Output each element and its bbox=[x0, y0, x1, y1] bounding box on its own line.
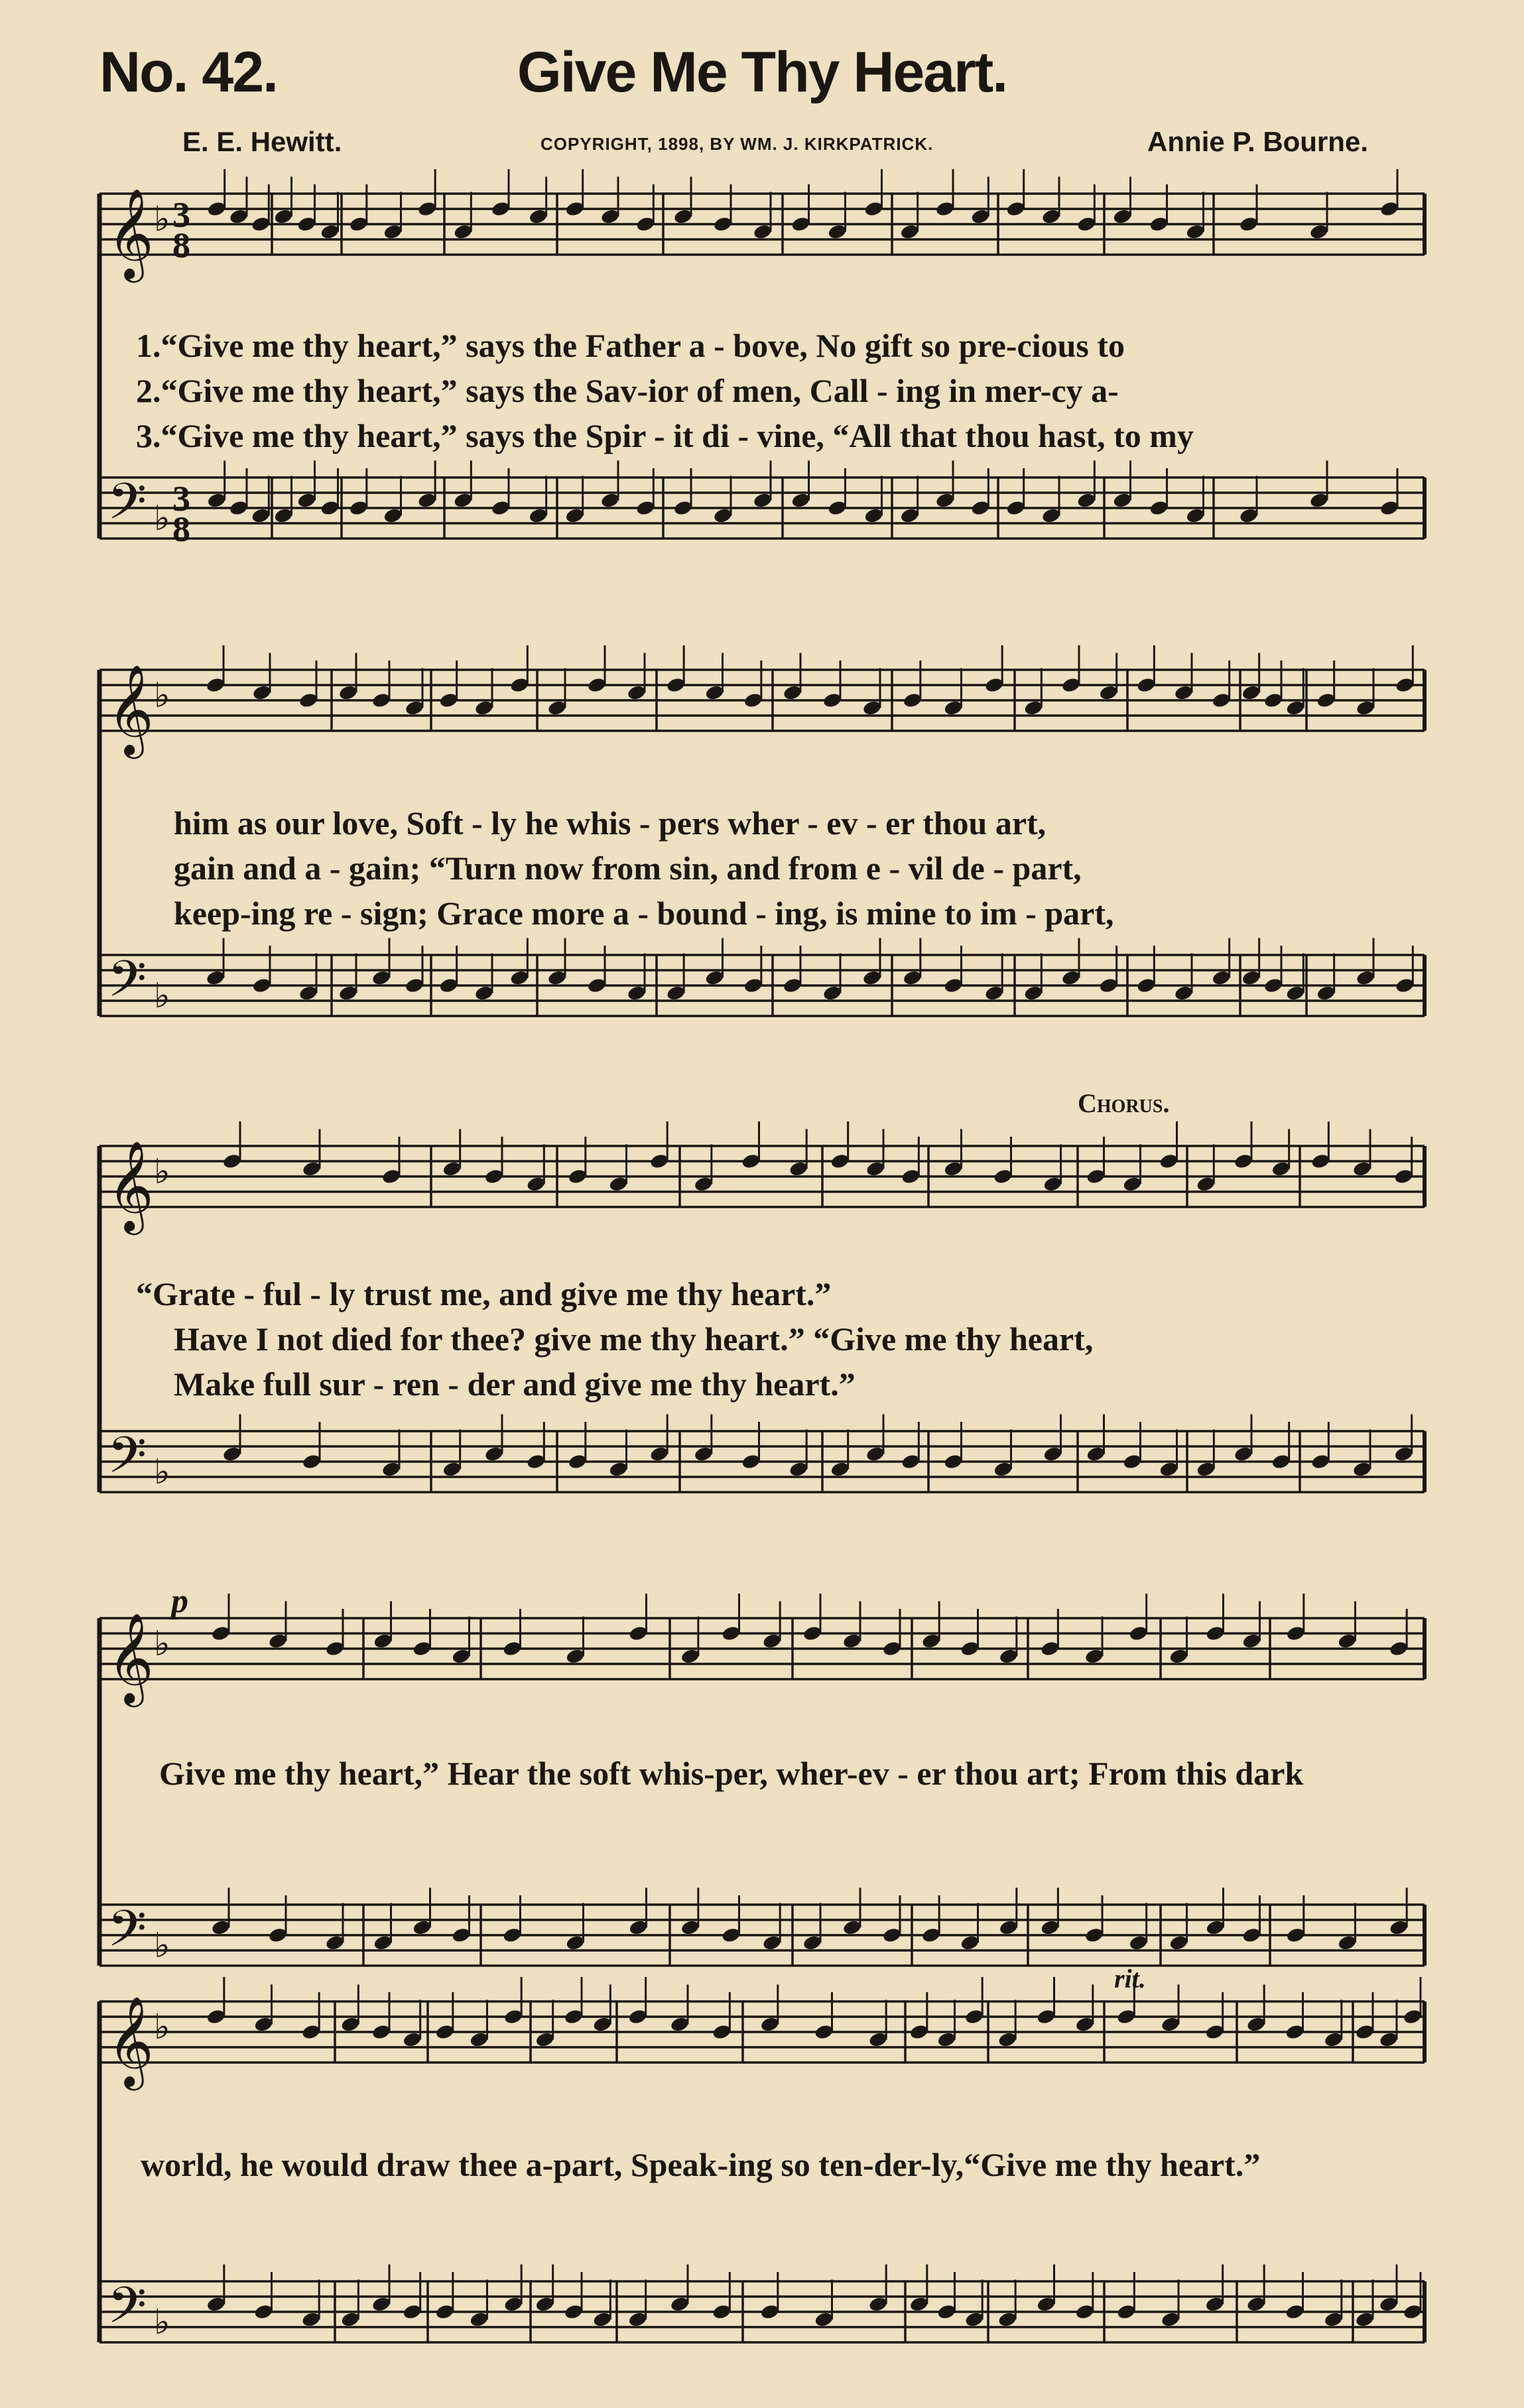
bass-clef: 𝄢 bbox=[107, 1426, 147, 1497]
chorus-label: Chorus. bbox=[1078, 1088, 1170, 1118]
bass-clef: 𝄢 bbox=[107, 1899, 147, 1970]
hymn-number: No. 42. bbox=[99, 40, 277, 104]
time-signature: 3 bbox=[172, 479, 190, 519]
lyric-line: 1.“Give me thy heart,” says the Father a - bove, No gift so pre-cious to bbox=[136, 327, 1125, 364]
bass-clef: 𝄢 bbox=[107, 950, 147, 1021]
flat-sign: ♭ bbox=[154, 1624, 170, 1664]
flat-sign: ♭ bbox=[154, 976, 170, 1016]
time-signature: 8 bbox=[172, 225, 190, 265]
flat-sign: ♭ bbox=[154, 1926, 170, 1966]
lyric-line: keep-ing re - sign; Grace more a - bound - ing, is mine to im - part, bbox=[174, 895, 1114, 932]
lyric-line: 3.“Give me thy heart,” says the Spir - it di - vine, “All that thou hast, to my bbox=[136, 417, 1194, 454]
ritardando-marking: rit. bbox=[1114, 1964, 1146, 1994]
composer-credit: Annie P. Bourne. bbox=[1147, 126, 1368, 157]
lyric-line: world, he would draw thee a-part, Speak-ing so ten-der-ly,“Give me thy heart.” bbox=[141, 2146, 1261, 2183]
time-signature: 3 bbox=[172, 195, 190, 235]
lyric-line: Have I not died for thee? give me thy heart.” “Give me thy heart, bbox=[174, 1320, 1094, 1358]
bass-clef: 𝄢 bbox=[107, 2276, 147, 2347]
flat-sign: ♭ bbox=[154, 200, 170, 239]
lyric-line: gain and a - gain; “Turn now from sin, and from e - vil de - part, bbox=[174, 850, 1082, 887]
treble-clef: 𝄞 bbox=[107, 1139, 154, 1231]
flat-sign: ♭ bbox=[154, 1452, 170, 1492]
copyright-notice: COPYRIGHT, 1898, BY WM. J. KIRKPATRICK. bbox=[540, 134, 934, 154]
treble-clef: 𝄞 bbox=[107, 187, 154, 279]
lyric-line: Give me thy heart,” Hear the soft whis-per, wher-ev - er thou art; From this dark bbox=[159, 1755, 1304, 1792]
bass-clef: 𝄢 bbox=[107, 472, 147, 543]
flat-sign: ♭ bbox=[154, 499, 170, 539]
dynamic-marking: p bbox=[171, 1582, 188, 1620]
lyric-line: “Grate - ful - ly trust me, and give me thy heart.” bbox=[136, 1275, 832, 1312]
treble-clef: 𝄞 bbox=[107, 663, 154, 755]
flat-sign: ♭ bbox=[154, 2303, 170, 2342]
treble-clef: 𝄞 bbox=[107, 1612, 154, 1703]
flat-sign: ♭ bbox=[154, 1152, 170, 1192]
lyricist-credit: E. E. Hewitt. bbox=[182, 126, 342, 157]
treble-clef: 𝄞 bbox=[107, 1995, 154, 2086]
time-signature: 8 bbox=[172, 509, 190, 549]
lyric-line: Make full sur - ren - der and give me thy heart.” bbox=[174, 1365, 856, 1403]
flat-sign: ♭ bbox=[154, 676, 170, 716]
hymn-title: Give Me Thy Heart. bbox=[517, 40, 1007, 104]
flat-sign: ♭ bbox=[154, 2007, 170, 2047]
lyric-line: him as our love, Soft - ly he whis - pers wher - ev - er thou art, bbox=[174, 804, 1047, 842]
lyric-line: 2.“Give me thy heart,” says the Sav-ior of men, Call - ing in mer-cy a- bbox=[136, 372, 1119, 409]
